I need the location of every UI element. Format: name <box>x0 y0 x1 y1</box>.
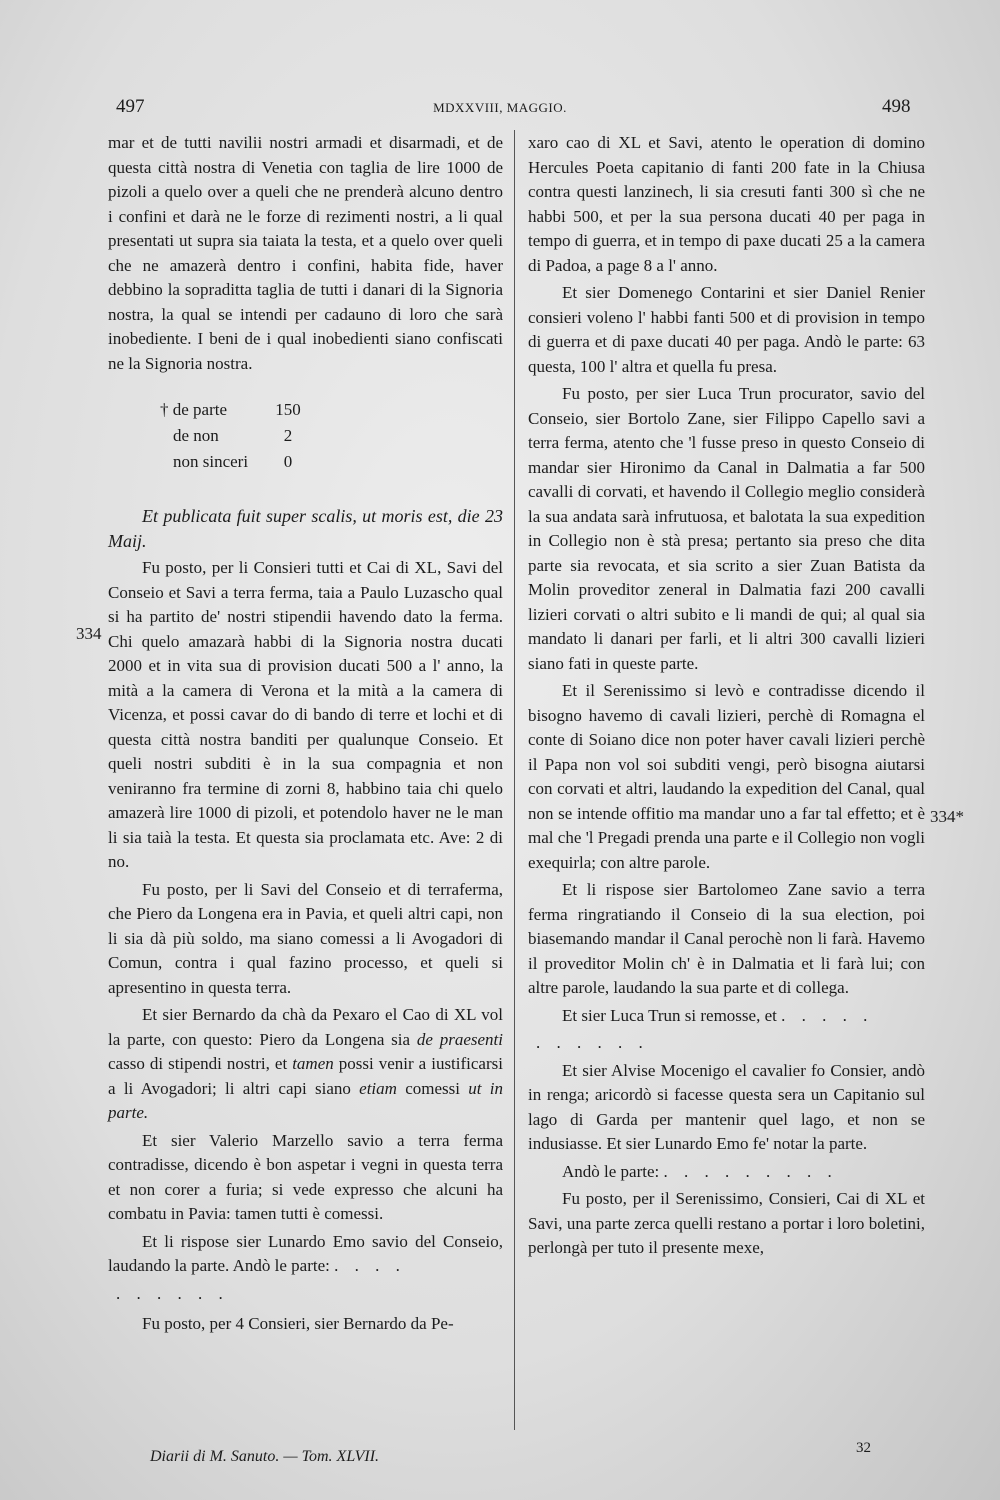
vote-row <box>160 398 503 424</box>
vote-label: de non <box>173 426 219 445</box>
right-page-number: 498 <box>882 96 911 117</box>
ellipsis-dots: . . . . . <box>781 1005 874 1025</box>
vote-row <box>160 450 503 476</box>
text-run: Et sier Bernardo da chà da Pexaro el Cao di XL vol la parte, con questo: Piero da Longena sia <box>108 1005 503 1049</box>
vote-value: 150 <box>275 400 301 419</box>
ellipsis-dots: . . . . . . . . . <box>663 1161 838 1181</box>
text-run: Andò le parte: <box>562 1161 660 1181</box>
paragraph: xaro cao di XL et Savi, atento le operation di domino Hercules Poeta capitanio di fanti 200 fate in la Chiusa contra questi lanzinech, li sia cresuti fanti 300 sì che ne habbi 500, et per la sua persona ducati 40 per paga in tempo di guerra, et in tempo di paxe ducati 25 a la camera di Padoa, a page 8 a l' anno. <box>528 133 925 275</box>
footer-title: Diarii di M. Sanuto. — Tom. XLVII. <box>150 1448 380 1465</box>
paragraph: Et li rispose sier Bartolomeo Zane savio a terra ferma ringratiando il Conseio di la sua election, poi biasemando mandar il Canal perochè non li farà. Havemo il proveditor Molin ch' è in Dalmatia et li farà lui; con altre parole, laudando la sua parte et di collega. <box>528 880 925 997</box>
column-divider <box>514 130 515 1430</box>
italic-run: ut in parte. <box>108 1078 503 1122</box>
paragraph: Fu posto, per li Consieri tutti et Cai di XL, Savi del Conseio et Savi a terra ferma, taia a Paulo Luzascho qual si ha partito de' nostri stipendii havendo dato la ferma. Chi quelo amazarà habbi di la Signoria nostra ducati 2000 et in vita sua di provision ducati 500 a l' anno, la mità a la camera di Verona et la mità a la camera di Vicenza, et possi cavar do di bando di terre et lochi et di questa città nostra banditi per qualunque Conseio. Et queli nostri subditi è in la sua compagnia et non veniranno fra termine di zorni 8, habbino taia chi quelo amazerà lire 1000 di pizoli, et potendolo haver ne le man li sia taià la testa. Et questa sia proclamata etc. Ave: 2 di no. <box>108 558 503 871</box>
paragraph: Et sier Alvise Mocenigo el cavalier fo Consier, andò in renga; aricordò si facesse questa sera un Capitanio sul lago di Garda per mantenir quel lago, et non se indusiasse. Et sier Lunardo Emo fe' notar la parte. <box>528 1060 925 1153</box>
paragraph <box>108 1003 503 1126</box>
paragraph: Fu posto, per il Serenissimo, Consieri, Cai di XL et Savi, una parte zerca quelli restano a portar i loro boletini, perlongà per tuto il presente mexe, <box>528 1189 925 1257</box>
paragraph: Fu posto, per li Savi del Conseio et di terraferma, che Piero da Longena era in Pavia, et queli altri capi, non li sia dà più soldo, ma siano comessi a li Avogadori di Comun, contra i qual fazino processo, et queli si apresentino in questa terra. <box>108 879 503 997</box>
italic-run: tamen <box>292 1054 334 1073</box>
left-page-number: 497 <box>116 96 145 117</box>
vote-label: † de parte <box>160 400 228 419</box>
text-run: Et li rispose sier Lunardo Emo savio del Conseio, laudando la parte. Andò le parte: <box>108 1231 503 1275</box>
paragraph <box>528 1160 925 1185</box>
text-run: casso di stipendi nostri, et <box>108 1054 293 1073</box>
paragraph: mar et de tutti navilii nostri armadi et disarmadi, et de questa città nostra di Venetia con taglia de lire 1000 de pizoli a quelo over a queli che ne prenderà alcuno dentro i confini et darà ne le forze di rezimenti nostri, a li qual presentati ut supra sia taiata la testa, et a quelo over queli che ne amazerà dentro i confini, habita fide, haver debbino la sopraditta taglia de tutti i danari di la Signoria nostra, la qual se intendi per cadauno di loro che sarà inobediente. I beni de i qual inobedienti siano confiscati ne la Signoria nostra. <box>108 133 503 373</box>
paragraph: Et il Serenissimo si levò e contradisse dicendo il bisogno havemo di cavali lizieri, perchè di Romagna el conte di Soiano dice non poter haver cavali lizieri perchè il Papa non vol soi subditi vengi, però bisogna aiutarsi con corvati et altri, laudando la expedition del Canal, qual non se intende offitio ma mandar uno a far tal effetto; et è mal che 'l Pregadi prenda una parte e il Collegio non vogli exequirla; con altre parole. <box>528 681 925 872</box>
text-run: Et sier Luca Trun si remosse, et <box>562 1005 777 1025</box>
text-run: possi venir a iustificarsi a li Avogadori; li altri capi siano <box>108 1054 503 1098</box>
paragraph <box>108 1230 503 1279</box>
paragraph: Et sier Valerio Marzello savio a terra ferma contradisse, dicendo è bon aspetar i vegni in questa terra et non corer a furia; si vede expresso che alcuni ha combatu in Pavia: tamen tutti è comessi. <box>108 1130 503 1223</box>
margin-note-left: 334 <box>76 624 102 643</box>
italic-run: etiam <box>359 1078 397 1098</box>
paragraph: Fu posto, per 4 Consieri, sier Bernardo da Pe- <box>142 1314 454 1333</box>
margin-note-right: 334* <box>930 807 964 826</box>
vote-label: non sinceri <box>173 452 249 471</box>
ellipsis-dots: . . . . . . <box>536 1033 649 1052</box>
right-column <box>528 131 925 1264</box>
vote-value: 2 <box>283 426 293 445</box>
running-title: MDXXVIII, MAGGIO. <box>433 100 567 115</box>
vote-value: 0 <box>283 452 293 471</box>
vote-tally <box>160 398 503 476</box>
paragraph: Fu posto, per sier Luca Trun procurator, savio del Conseio, sier Bortolo Zane, sier Filippo Capello savi a terra ferma, atento che 'l fusse preso in questo Conseio di mandar sier Hironimo da Canal in Dalmatia a far 500 cavalli di corvati, et havendo il Collegio meglio considerà la sua andata sarà infrutuosa, et balotata la sua expedition in Collegio non è stà presa; pertanto sia preso che dita parte sia revocata, et sia scrito a sier Zuan Batista da Molin proveditor zeneral in Dalmatia fazi 200 cavalli lizieri corvati o altri subito e li mandi de qui; al qual sia mandato li danari per farli, et li altri 300 cavalli lizieri siano fati in queste parte. <box>528 384 925 673</box>
publication-note: Et publicata fuit super scalis, ut moris est, die 23 Maij. <box>108 506 503 551</box>
vote-row <box>160 424 503 450</box>
text-run: comessi <box>396 1078 469 1098</box>
left-column <box>108 131 503 1340</box>
signature-mark: 32 <box>856 1440 871 1456</box>
ellipsis-dots: . . . . <box>334 1256 406 1275</box>
paragraph: Et sier Domenego Contarini et sier Daniel Renier consieri voleno l' habbi fanti 500 et di provision in tempo di guerra et di paxe ducati 40 per paga. Andò le parte: 63 questa, 100 l' altra et quella fu presa. <box>528 283 925 376</box>
italic-run: de praesenti <box>416 1029 503 1049</box>
ellipsis-dots: . . . . . . <box>116 1283 229 1303</box>
paragraph <box>528 1004 925 1029</box>
